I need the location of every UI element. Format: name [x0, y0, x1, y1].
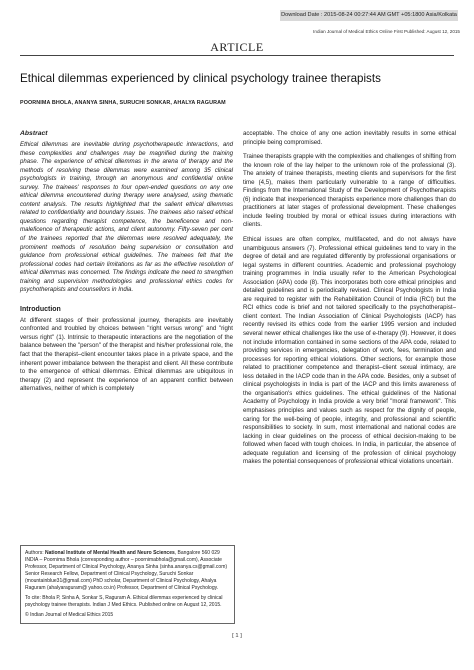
- abstract-text: Ethical dilemmas are inevitable during psychotherapeutic interactions, and these complexities and challenges may be magnified during the training phase. The experience of ethical dilemmas in the arena of therapy and the methods of resolving these dilemmas were examined among 35 clinical psychologists in training, through an anonymous and confidential online survey. The trainees' responses to four open-ended questions on any one ethical dilemma encountered during therapy were analysed, using thematic content analysis. The results highlighted that the salient ethical dilemmas related to confidentiality and boundary issues. The trainees also raised ethical questions regarding therapist competence, the beneficence and non-maleficence of therapeutic actions, and client autonomy. Fifty-seven per cent of the trainees reported that the dilemmas were resolved adequately, the prominent methods of resolution being supervision or consultation and guidance from professional ethical guidelines. The trainees felt that the professional codes had certain limitations as far as the effective resolution of ethical dilemmas was concerned. The findings indicate the need to strengthen training and supervision methodologies and professional ethics codes for psychotherapists and counsellors in India.: [20, 141, 233, 294]
- journal-line: Indian Journal of Medical Ethics Online First Published: August 12, 2015: [313, 29, 460, 34]
- footnote-authors-label: Authors:: [25, 550, 46, 556]
- footnote-citation: To cite: Bhola P, Sinha A, Sonkar S, Raguram A. Ethical dilemmas experienced by clinical psychology trainee therapists. Indian J Med Ethics. Published online on August 12, 2015.: [25, 595, 223, 608]
- author-footnote-box: [20, 545, 235, 624]
- introduction-text: At different stages of their professional journey, therapists are inevitably confronted and troubled by choices between "right versus wrong" and "right versus right" (1). Intrinsic to therapeutic interactions are the negotiation of the balance between the "person" of the therapist and his/her professional role, the fact that the therapist–client encounter takes place in a private space, and the inherent power imbalance between the therapist and client. All these contribute to the emergence of ethical dilemmas. Ethical dilemmas are ubiquitous in therapy (2) and represent the experience of an apparent conflict between alternatives, neither of which is completely: [20, 316, 234, 393]
- abstract-heading: Abstract: [20, 130, 48, 137]
- footnote-copyright: © Indian Journal of Medical Ethics 2015: [25, 612, 114, 618]
- introduction-heading: Introduction: [20, 305, 61, 313]
- section-label: ARTICLE: [210, 40, 264, 54]
- article-title: Ethical dilemmas experienced by clinical psychology trainee therapists: [20, 72, 381, 85]
- section-divider: [20, 55, 454, 56]
- right-paragraph: acceptable. The choice of any one action inevitably results in some ethical principle being compromised.: [243, 130, 456, 146]
- footnote-authors: [25, 550, 230, 592]
- right-paragraph: Ethical issues are often complex, multifaceted, and do not always have unambiguous answers (7). Professional ethical guidelines tend to vary in the degree of detail and are regulated differently by professional organisations or legal systems in different countries. Academic and professional psychology training programmes in India usually refer to the American Psychological Association (APA) code (8). This incorporates both core ethical principles and detailed guidelines and is periodically revised. Clinical Psychologists in India are required to register with the Rehabilitation Council of India (RCI) but the RCI ethics code is brief and not tailored specifically to the psychotherapist–client context. The Indian Association of Clinical Psychologists (IACP) has recently revised its ethics code from the earlier 1995 version and included several newer ethical challenges like the use of e-therapy (9). However, it does not include information contained in some sections of the APA code, related to providing services in emergencies, delegation of work, fees, termination and processes for reporting ethical violations. Other sections, for example those related to practitioner competence and therapist–client sexual intimacy, are less detailed in the IACP code than in the APA code. Besides, only a subset of clinical psychologists in India is part of the IACP and this limits awareness of the organisation's ethics guidelines. The ethical guidelines of the National Academy of Psychology in India provide a very brief "moral framework". This emphasises principles and values such as respect for the dignity of people, caring for the well-being of people, integrity, and professional and scientific responsibilities to society. In sum, most international and national codes are lacking in clear guidelines on the process of ethical decision-making to be followed when faced with tough choices. In India, in particular, the absence of adequate regulation and licensing of the profession of clinical psychology makes the potential consequences of professional ethical violations uncertain.: [243, 236, 456, 466]
- download-date-banner: Download Date : 2015-08-24 00:27:44 AM GMT +05:1800 Asia/Kolkata: [280, 10, 458, 21]
- article-authors: POORNIMA BHOLA, ANANYA SINHA, SURUCHI SONKAR, AHALYA RAGURAM: [20, 100, 226, 106]
- footnote-affiliation: National Institute of Mental Health and Neuro Sciences: [45, 550, 175, 556]
- right-column: [243, 130, 456, 473]
- left-column: [20, 130, 233, 394]
- page-number: [ 1 ]: [232, 633, 242, 639]
- footnote-details: , Bangalore 560 029 INDIA – Poornima Bhola (corresponding author – poornimabhola@gmail.com), Associate Professor, Department of Clinical Psychology, Ananya Sinha (sinha.ananya.cs@gmail.com) Senior Research Fellow, Department of Clinical Psychology, Suruchi Sonkar (mountainblue31@gmail.com) PhD scholar, Department of Clinical Psychology, Ahalya Raguram (ahalyaraguram@ yahoo.co.in) Professor, Department of Clinical Psychology.: [25, 550, 228, 591]
- right-paragraph: Trainee therapists grapple with the complexities and challenges of shifting from the known role of the lay helper to the unknown role of the professional (3). The anxiety of trainee therapists, meeting clients and supervisors for the first time (4,5), makes them particularly vulnerable to a range of difficulties. Findings from the International Study of the Development of Psychotherapists (6) indicate that inexperienced therapists experience more challenges than do practitioners at later stages of professional development. These challenges include feeling troubled by moral or ethical issues during interactions with clients.: [243, 153, 456, 229]
